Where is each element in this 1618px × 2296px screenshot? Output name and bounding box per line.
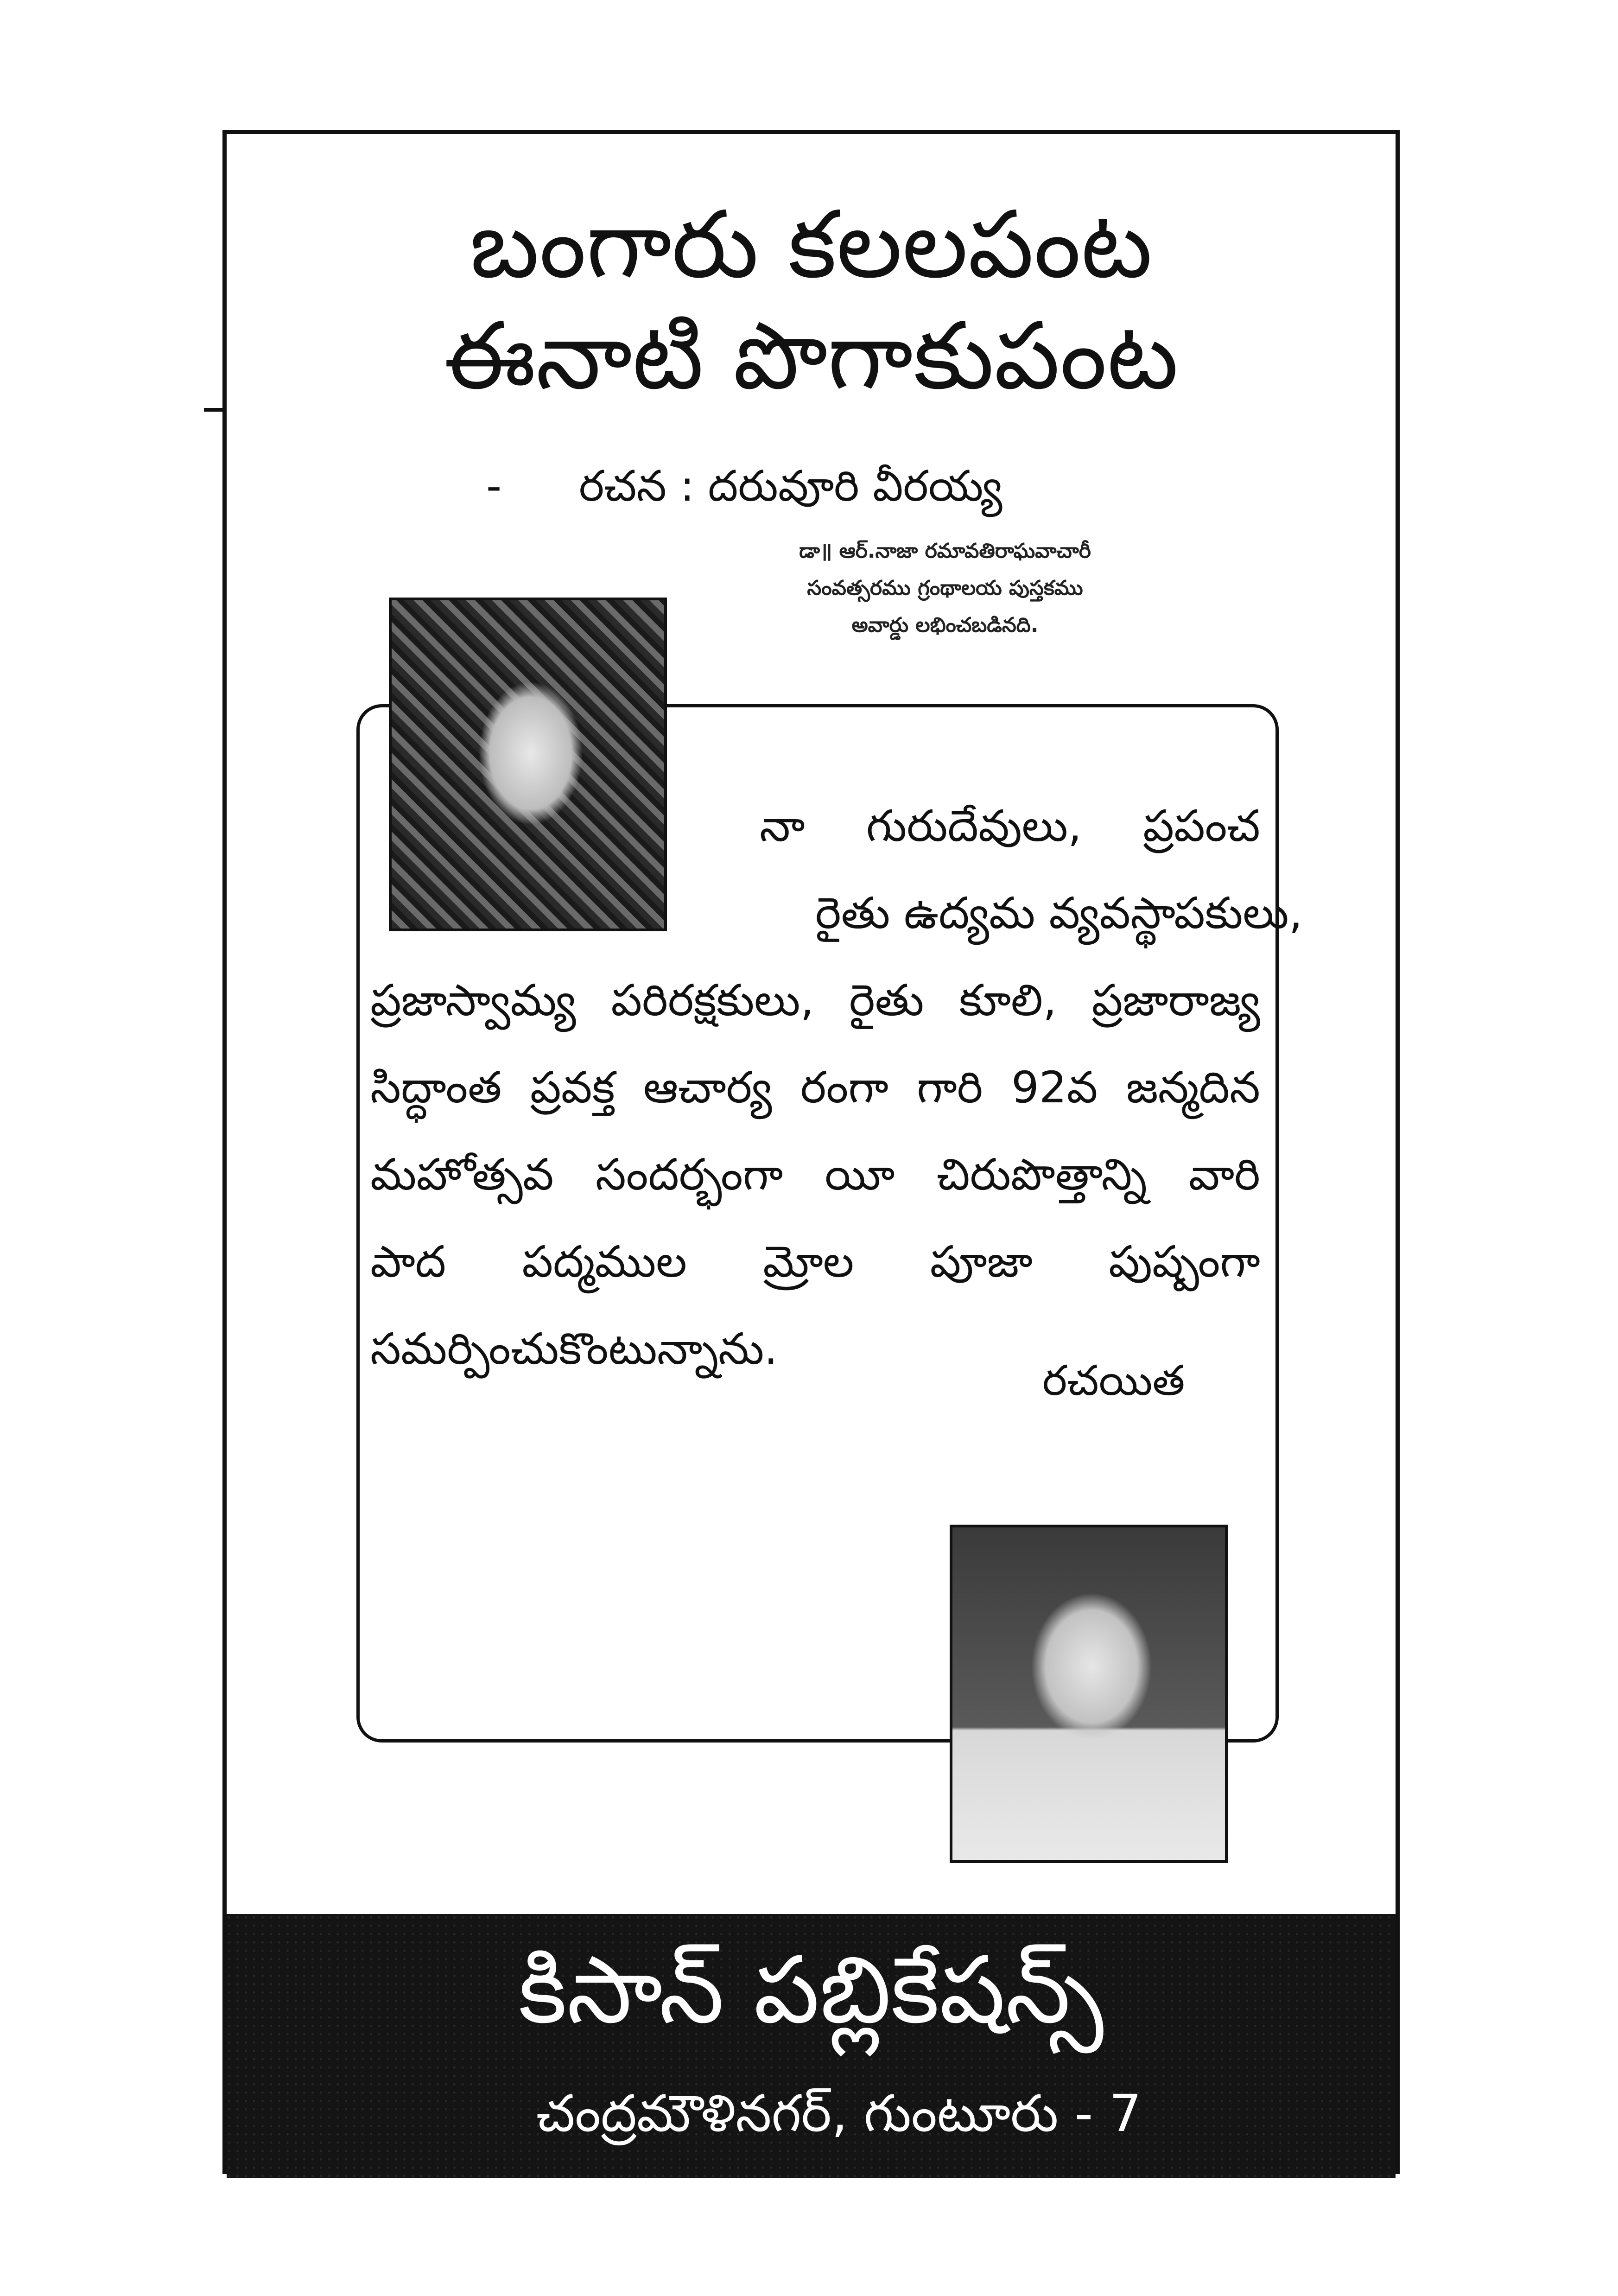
- dedication-line: ప్రజాస్వామ్య పరిరక్షకులు, రైతు కూలి, ప్రజారాజ్య: [370, 975, 1260, 1026]
- dedication-line: సిద్ధాంత ప్రవక్త ఆచార్య రంగా గారి 92వ జన్మదిన: [370, 1062, 1260, 1113]
- author-dash: -: [486, 461, 502, 511]
- award-note-line: అవార్డు లభించబడినది.: [851, 613, 1039, 637]
- award-note-line: డా॥ ఆర్.నాజా రమావతిరాఘవాచారీ: [799, 539, 1091, 563]
- dedication-line: పాద పద్మముల మ్రోల పూజా పుష్పంగా: [370, 1237, 1260, 1287]
- page-frame: [222, 130, 1400, 2174]
- publisher-name: కిసాన్ పబ్లికేషన్స్: [518, 1936, 1104, 2044]
- author-credit: రచన : దరువూరి వీరయ్య: [579, 461, 1003, 511]
- dedication-text: [361, 783, 1303, 1393]
- dedication-line: రైతు ఉద్యమ వ్యవస్థాపకులు,: [815, 888, 1303, 939]
- author-signature: రచయిత: [1042, 1356, 1185, 1405]
- dedication-line: సమర్పించుకొంటున్నాను.: [370, 1324, 778, 1374]
- publisher-address: చంద్రమౌళినగర్, గుంటూరు - 7: [536, 2084, 1142, 2143]
- dedication-line: నా గురుదేవులు, ప్రపంచ: [760, 801, 1260, 852]
- book-title-line-1: బంగారు కలలపంట: [470, 191, 1153, 299]
- award-note-line: సంవత్సరము గ్రంథాలయ పుస్తకము: [807, 576, 1083, 600]
- portrait-photo-author: [950, 1525, 1228, 1863]
- dedication-line: మహోత్సవ సందర్భంగా యీ చిరుపొత్తాన్ని వారి: [370, 1150, 1260, 1200]
- award-note: [690, 533, 1200, 644]
- book-title-line-2: ఈనాటి పొగాకుపంట: [444, 302, 1179, 410]
